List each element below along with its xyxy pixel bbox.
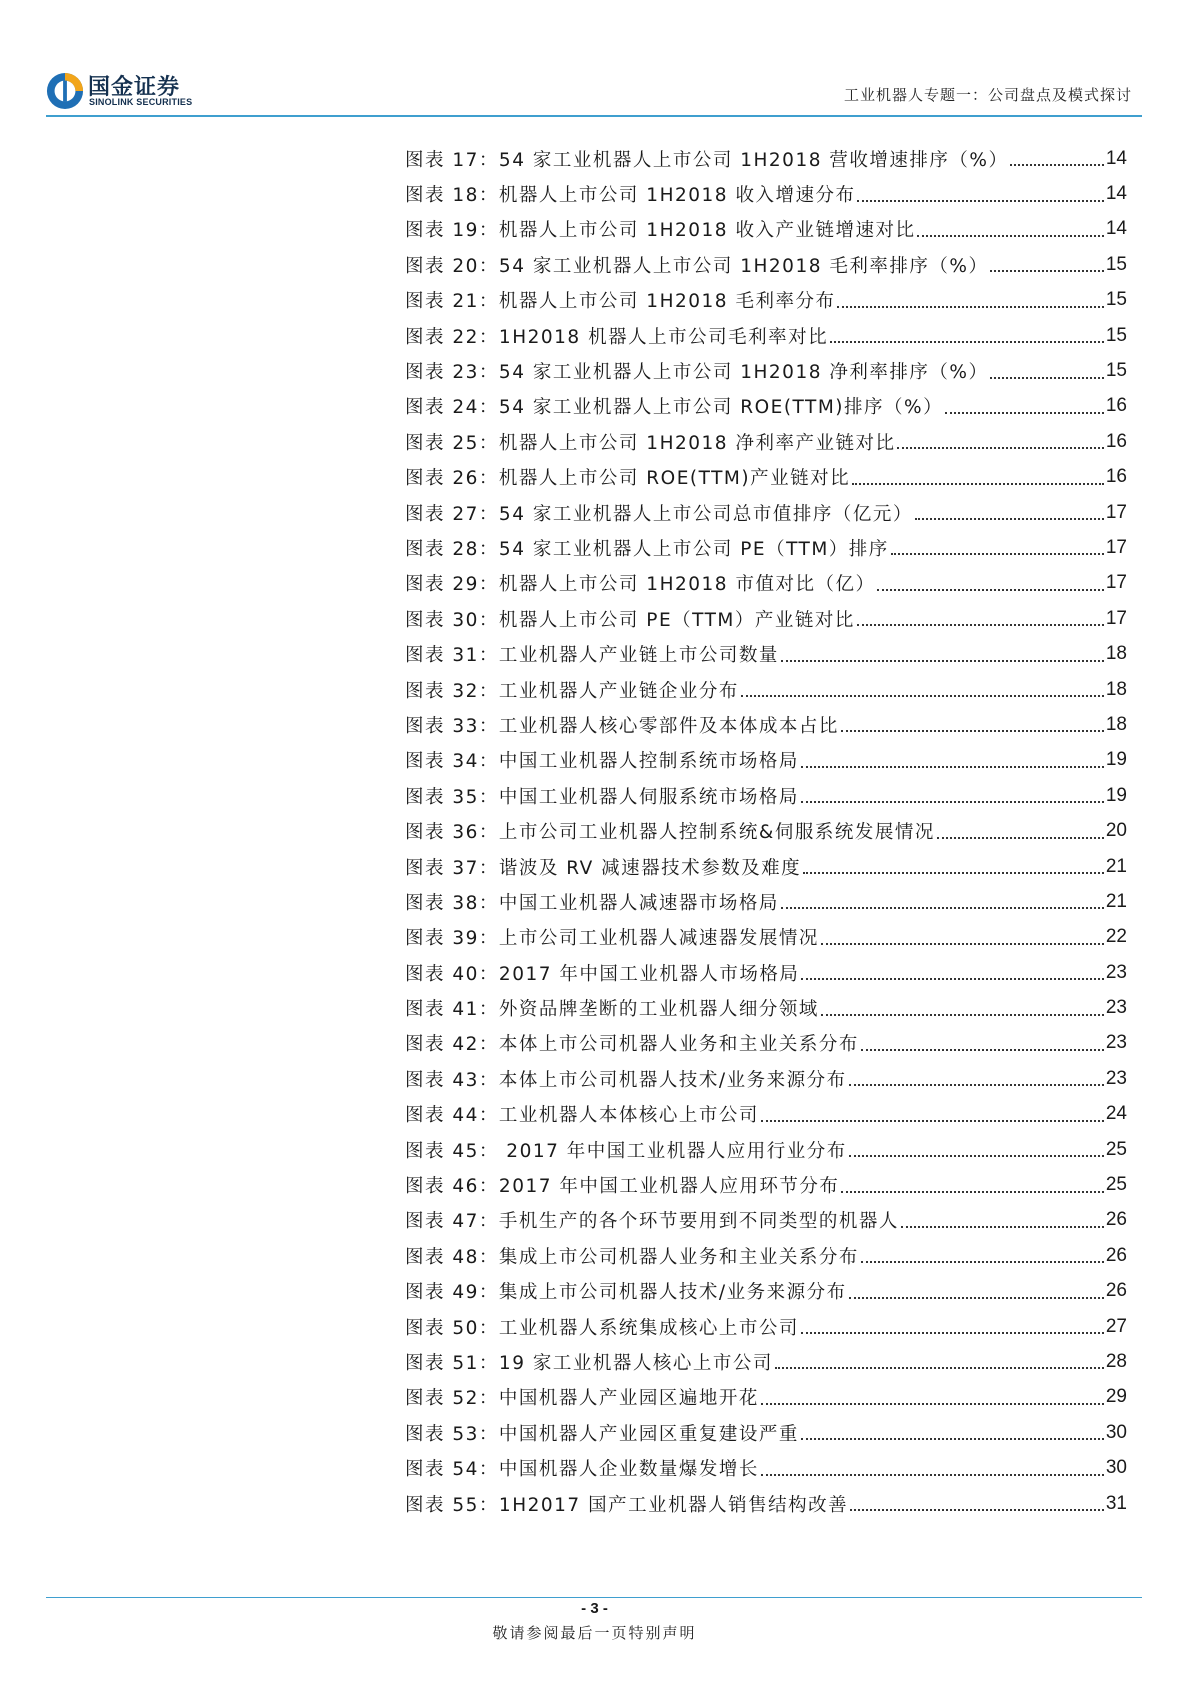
toc-dot-leader	[849, 1154, 1104, 1157]
toc-entry[interactable]	[405, 1274, 1127, 1309]
toc-entry-page: 15	[1105, 253, 1127, 275]
toc-entry-label: 图表 27：54 家工业机器人上市公司总市值排序（亿元）	[405, 503, 913, 525]
toc-entry[interactable]	[405, 1132, 1127, 1167]
toc-entry[interactable]	[405, 1415, 1127, 1450]
toc-entry[interactable]	[405, 1344, 1127, 1379]
toc-entry[interactable]	[405, 389, 1127, 424]
toc-dot-leader	[897, 446, 1103, 449]
toc-entry-label: 图表 39：上市公司工业机器人减速器发展情况	[405, 928, 819, 950]
toc-dot-leader	[821, 942, 1104, 945]
toc-dot-leader	[841, 1190, 1103, 1193]
toc-entry[interactable]	[405, 743, 1127, 778]
toc-entry-page: 23	[1105, 961, 1127, 983]
toc-entry[interactable]	[405, 601, 1127, 636]
toc-entry-label: 图表 28：54 家工业机器人上市公司 PE（TTM）排序	[405, 538, 889, 560]
toc-entry-label: 图表 46：2017 年中国工业机器人应用环节分布	[405, 1176, 840, 1198]
toc-dot-leader	[937, 836, 1104, 839]
toc-dot-leader	[857, 199, 1103, 202]
toc-dot-leader	[837, 305, 1103, 308]
company-logo	[46, 68, 226, 112]
page-number: - 3 -	[581, 1600, 608, 1617]
toc-dot-leader	[801, 977, 1103, 980]
toc-entry[interactable]	[405, 353, 1127, 388]
toc-entry-page: 23	[1105, 997, 1127, 1019]
toc-entry-label: 图表 36：上市公司工业机器人控制系统&伺服系统发展情况	[405, 822, 935, 844]
toc-entry-label: 图表 55：1H2017 国产工业机器人销售结构改善	[405, 1494, 849, 1516]
toc-entry[interactable]	[405, 1061, 1127, 1096]
toc-entry-page: 17	[1105, 572, 1127, 594]
toc-entry[interactable]	[405, 1309, 1127, 1344]
toc-entry-label: 图表 17：54 家工业机器人上市公司 1H2018 营收增速排序（%）	[405, 149, 1009, 171]
toc-entry-page: 18	[1105, 678, 1127, 700]
logo-chinese-name: 国金证券	[88, 75, 181, 100]
toc-entry-label: 图表 37：谐波及 RV 减速器技术参数及难度	[405, 857, 802, 879]
sinolink-logo-icon	[46, 72, 84, 110]
toc-dot-leader	[821, 1013, 1104, 1016]
toc-entry-page: 17	[1105, 536, 1127, 558]
report-title: 工业机器人专题一：公司盘点及模式探讨	[843, 86, 1132, 104]
toc-entry-page: 30	[1105, 1421, 1127, 1443]
toc-dot-leader	[801, 800, 1104, 803]
toc-dot-leader	[781, 659, 1104, 662]
toc-entry-label: 图表 40：2017 年中国工业机器人市场格局	[405, 963, 800, 985]
toc-entry[interactable]	[405, 920, 1127, 955]
toc-dot-leader	[850, 1508, 1104, 1511]
toc-entry-label: 图表 45： 2017 年中国工业机器人应用行业分布	[405, 1140, 847, 1162]
toc-dot-leader	[877, 588, 1103, 591]
toc-entry[interactable]	[405, 424, 1127, 459]
toc-entry-page: 27	[1105, 1315, 1127, 1337]
toc-entry[interactable]	[405, 141, 1127, 176]
toc-entry-label: 图表 44：工业机器人本体核心上市公司	[405, 1105, 759, 1127]
toc-entry[interactable]	[405, 495, 1127, 530]
toc-entry[interactable]	[405, 318, 1127, 353]
toc-entry[interactable]	[405, 566, 1127, 601]
toc-dot-leader	[891, 552, 1104, 555]
toc-entry[interactable]	[405, 707, 1127, 742]
toc-entry-label: 图表 54：中国机器人企业数量爆发增长	[405, 1459, 759, 1481]
toc-entry-page: 15	[1105, 289, 1127, 311]
toc-entry[interactable]	[405, 283, 1127, 318]
toc-dot-leader	[861, 1048, 1104, 1051]
toc-entry-page: 15	[1105, 324, 1127, 346]
toc-entry-label: 图表 43：本体上市公司机器人技术/业务来源分布	[405, 1069, 847, 1091]
toc-entry-page: 29	[1105, 1386, 1127, 1408]
toc-entry-label: 图表 30：机器人上市公司 PE（TTM）产业链对比	[405, 609, 855, 631]
toc-entry-label: 图表 29：机器人上市公司 1H2018 市值对比（亿）	[405, 574, 876, 596]
toc-entry[interactable]	[405, 1450, 1127, 1485]
toc-dot-leader	[945, 411, 1104, 414]
toc-entry[interactable]	[405, 1203, 1127, 1238]
toc-entry[interactable]	[405, 636, 1127, 671]
toc-entry-page: 17	[1105, 501, 1127, 523]
toc-entry[interactable]	[405, 460, 1127, 495]
toc-dot-leader	[852, 482, 1104, 485]
toc-dot-leader	[857, 623, 1104, 626]
toc-entry-page: 14	[1105, 147, 1127, 169]
toc-entry-page: 23	[1105, 1067, 1127, 1089]
page-header	[46, 66, 1142, 116]
toc-entry-label: 图表 23：54 家工业机器人上市公司 1H2018 净利率排序（%）	[405, 362, 989, 384]
toc-entry-page: 24	[1105, 1103, 1127, 1125]
toc-entry[interactable]	[405, 1380, 1127, 1415]
toc-entry[interactable]	[405, 778, 1127, 813]
toc-entry[interactable]	[405, 990, 1127, 1025]
toc-entry-label: 图表 50：工业机器人系统集成核心上市公司	[405, 1317, 799, 1339]
toc-dot-leader	[781, 906, 1104, 909]
toc-entry[interactable]	[405, 813, 1127, 848]
toc-dot-leader	[761, 1402, 1104, 1405]
toc-entry-label: 图表 41：外资品牌垄断的工业机器人细分领域	[405, 999, 819, 1021]
toc-entry-page: 15	[1105, 360, 1127, 382]
toc-entry-page: 21	[1105, 890, 1127, 912]
toc-entry[interactable]	[405, 849, 1127, 884]
table-of-contents	[405, 141, 1127, 1521]
toc-entry[interactable]	[405, 1486, 1127, 1521]
toc-entry-page: 16	[1105, 430, 1127, 452]
toc-entry-label: 图表 25：机器人上市公司 1H2018 净利率产业链对比	[405, 432, 896, 454]
toc-entry-page: 20	[1105, 820, 1127, 842]
toc-entry-page: 26	[1105, 1280, 1127, 1302]
toc-dot-leader	[917, 234, 1103, 237]
toc-entry-page: 14	[1105, 183, 1127, 205]
toc-entry-label: 图表 19：机器人上市公司 1H2018 收入产业链增速对比	[405, 220, 916, 242]
toc-dot-leader	[990, 376, 1103, 379]
toc-dot-leader	[801, 1331, 1104, 1334]
toc-dot-leader	[830, 340, 1104, 343]
toc-dot-leader	[841, 729, 1104, 732]
toc-entry-page: 16	[1105, 466, 1127, 488]
logo-english-name: SINOLINK SECURITIES	[89, 97, 193, 107]
toc-entry-label: 图表 48：集成上市公司机器人业务和主业关系分布	[405, 1246, 859, 1268]
toc-entry-label: 图表 51：19 家工业机器人核心上市公司	[405, 1352, 773, 1374]
toc-dot-leader	[761, 1119, 1104, 1122]
toc-entry-label: 图表 26：机器人上市公司 ROE(TTM)产业链对比	[405, 468, 851, 490]
toc-entry-page: 26	[1105, 1244, 1127, 1266]
toc-entry-page: 18	[1105, 643, 1127, 665]
toc-entry-label: 图表 35：中国工业机器人伺服系统市场格局	[405, 786, 799, 808]
toc-entry-label: 图表 34：中国工业机器人控制系统市场格局	[405, 751, 799, 773]
toc-entry-page: 28	[1105, 1350, 1127, 1372]
toc-entry-label: 图表 42：本体上市公司机器人业务和主业关系分布	[405, 1034, 859, 1056]
toc-entry-label: 图表 32：工业机器人产业链企业分布	[405, 680, 739, 702]
toc-entry[interactable]	[405, 530, 1127, 565]
toc-entry-page: 19	[1105, 784, 1127, 806]
toc-entry-page: 16	[1105, 395, 1127, 417]
toc-entry-label: 图表 38：中国工业机器人减速器市场格局	[405, 892, 779, 914]
toc-entry-label: 图表 18：机器人上市公司 1H2018 收入增速分布	[405, 185, 856, 207]
toc-dot-leader	[861, 1260, 1104, 1263]
toc-entry-label: 图表 20：54 家工业机器人上市公司 1H2018 毛利率排序（%）	[405, 255, 989, 277]
toc-entry-label: 图表 47：手机生产的各个环节要用到不同类型的机器人	[405, 1211, 899, 1233]
toc-entry-page: 25	[1105, 1174, 1127, 1196]
toc-entry-label: 图表 52：中国机器人产业园区遍地开花	[405, 1388, 759, 1410]
toc-entry-page: 25	[1105, 1138, 1127, 1160]
toc-entry-page: 22	[1105, 926, 1127, 948]
toc-entry[interactable]	[405, 212, 1127, 247]
toc-entry-page: 23	[1105, 1032, 1127, 1054]
footer-disclaimer: 敬请参阅最后一页特别声明	[492, 1624, 697, 1642]
toc-entry[interactable]	[405, 1097, 1127, 1132]
toc-entry-page: 17	[1105, 607, 1127, 629]
toc-entry-label: 图表 49：集成上市公司机器人技术/业务来源分布	[405, 1282, 847, 1304]
toc-entry-label: 图表 53：中国机器人产业园区重复建设严重	[405, 1423, 799, 1445]
toc-entry-label: 图表 31：工业机器人产业链上市公司数量	[405, 645, 779, 667]
footer-divider	[46, 1597, 1142, 1598]
toc-dot-leader	[801, 765, 1104, 768]
toc-entry[interactable]	[405, 1238, 1127, 1273]
toc-dot-leader	[849, 1083, 1104, 1086]
toc-entry-page: 21	[1105, 855, 1127, 877]
toc-dot-leader	[775, 1366, 1104, 1369]
toc-entry[interactable]	[405, 176, 1127, 211]
toc-entry[interactable]	[405, 672, 1127, 707]
toc-dot-leader	[803, 871, 1104, 874]
toc-dot-leader	[1010, 163, 1103, 166]
toc-entry[interactable]	[405, 1167, 1127, 1202]
toc-dot-leader	[761, 1473, 1104, 1476]
toc-entry[interactable]	[405, 955, 1127, 990]
toc-entry[interactable]	[405, 1026, 1127, 1061]
toc-dot-leader	[741, 694, 1104, 697]
toc-entry-page: 19	[1105, 749, 1127, 771]
toc-dot-leader	[849, 1296, 1104, 1299]
toc-entry-page: 30	[1105, 1457, 1127, 1479]
toc-dot-leader	[801, 1437, 1104, 1440]
toc-entry-label: 图表 33：工业机器人核心零部件及本体成本占比	[405, 715, 839, 737]
header-divider	[46, 115, 1142, 117]
toc-dot-leader	[901, 1225, 1104, 1228]
toc-entry-label: 图表 22：1H2018 机器人上市公司毛利率对比	[405, 326, 829, 348]
toc-entry[interactable]	[405, 884, 1127, 919]
toc-entry[interactable]	[405, 247, 1127, 282]
toc-entry-page: 31	[1105, 1492, 1127, 1514]
toc-entry-page: 26	[1105, 1209, 1127, 1231]
toc-entry-label: 图表 21：机器人上市公司 1H2018 毛利率分布	[405, 291, 836, 313]
toc-entry-page: 14	[1105, 218, 1127, 240]
toc-dot-leader	[990, 269, 1103, 272]
toc-entry-label: 图表 24：54 家工业机器人上市公司 ROE(TTM)排序（%）	[405, 397, 944, 419]
toc-entry-page: 18	[1105, 713, 1127, 735]
toc-dot-leader	[915, 517, 1104, 520]
